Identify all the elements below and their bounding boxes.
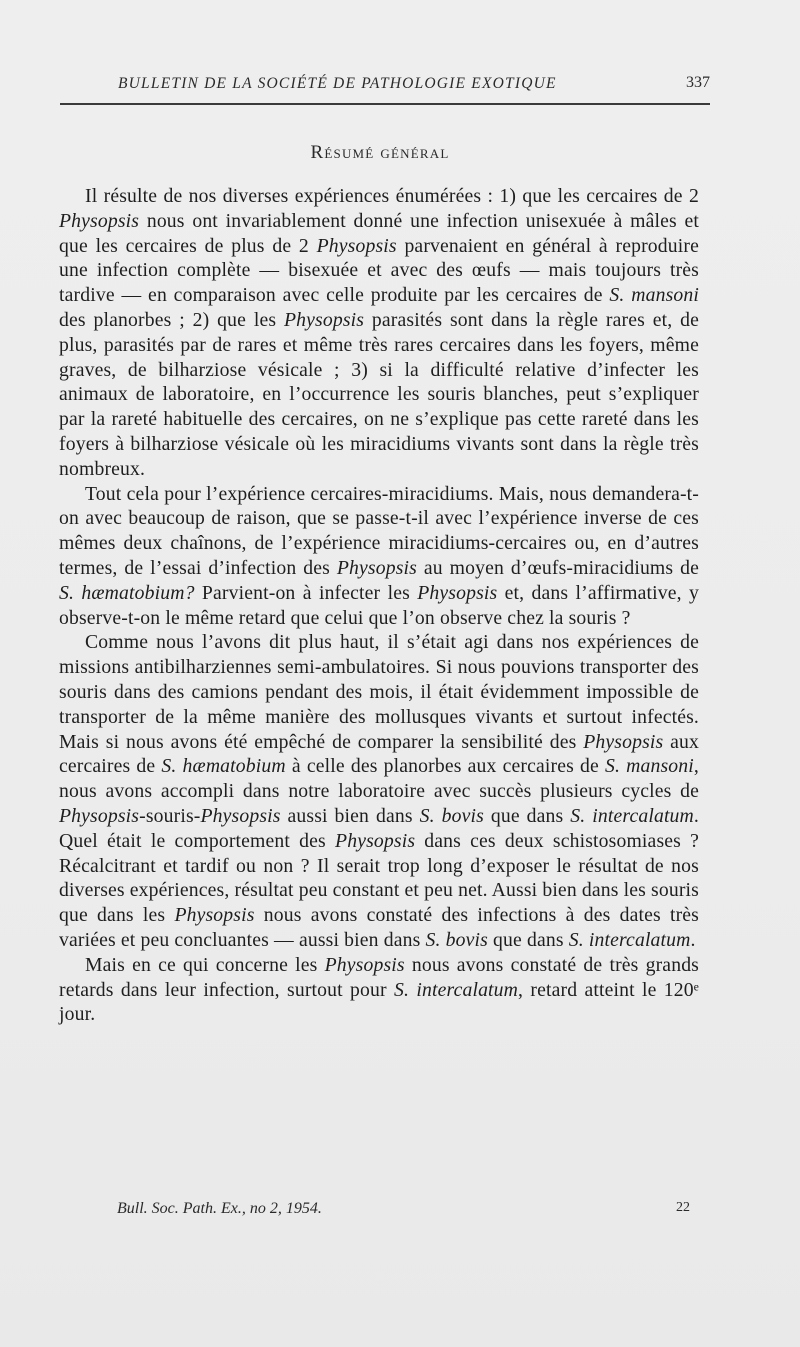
italic-text: S. hæmatobium xyxy=(161,755,286,778)
text-run: . xyxy=(690,928,696,951)
text-run: dans ces deux schistosomiases ? Récalcitrant et tardif ou non ? Il serait trop long d’exposer le résultat de nos diverses expériences, résultat peu constant et peu net. Aussi bien dans les souris que dans les xyxy=(59,829,699,927)
paragraph xyxy=(59,184,699,482)
body-text xyxy=(59,184,699,1027)
text-run: parasités sont dans la règle rares et, de plus, parasités par de rares et même très rares cercaires dans les foyers, même graves, de bilharziose vésicale ; 3) si la difficulté relative d’infecter les animaux de laboratoire, en l’occurrence les souris blanches, peut s’expliquer par la rareté habituelle des cercaires, on ne s’explique pas cette rareté dans les foyers à bilharziose vésicale où les miracidiums vivants sont dans la règle très nombreux. xyxy=(59,308,699,480)
italic-text: S. mansoni xyxy=(609,284,699,307)
italic-text: S. intercalatum xyxy=(570,804,694,827)
italic-text: Physopsis xyxy=(324,953,405,976)
text-run: Il résulte de nos diverses expériences énumérées : 1) que les cercaires de 2 xyxy=(85,185,699,207)
sheet-number: 22 xyxy=(676,1200,690,1215)
paragraph xyxy=(59,953,699,1027)
italic-text: S. mansoni xyxy=(604,755,694,778)
text-run: au moyen d’œufs-miracidiums de xyxy=(416,556,699,579)
text-run: parvenaient en général à reproduire une infection complète — bisexuée et avec des œufs — mais toujours très tardive — en comparaison avec celle produite par les cercaires de xyxy=(59,234,699,307)
text-run: nous ont invariablement donné une infection unisexuée à mâles et que les cercaires de plus de 2 xyxy=(59,209,699,257)
text-run: que dans xyxy=(487,928,569,951)
text-run: , retard atteint le 120ᵉ jour. xyxy=(59,978,699,1026)
text-run: à celle des planorbes aux cercaires de xyxy=(285,755,605,778)
text-run: nous avons constaté des infections à des dates très variées et peu concluantes — aussi bien dans xyxy=(59,904,699,951)
running-head xyxy=(60,71,710,95)
text-run: Parvient-on à infecter les xyxy=(194,581,418,604)
paragraph xyxy=(59,630,699,952)
section-title: Résumé général xyxy=(310,142,450,163)
italic-text: Physopsis xyxy=(417,581,498,604)
italic-text: S. bovis xyxy=(419,804,484,827)
text-run: , nous avons accompli dans notre laboratoire avec succès plusieurs cycles de xyxy=(59,755,699,803)
italic-text: Physopsis xyxy=(335,829,416,852)
italic-text: Physopsis xyxy=(316,234,397,257)
italic-text: Physopsis xyxy=(283,308,365,331)
text-run: nous avons constaté de très grands retards dans leur infection, surtout pour xyxy=(59,953,699,1001)
italic-text: Physopsis xyxy=(200,804,281,827)
paragraph xyxy=(59,482,699,631)
text-run: Comme nous l’avons dit plus haut, il s’était agi dans nos expériences de missions antibilharziennes semi-ambulatoires. Si nous pouvions transporter des souris dans des camions pendant des mois, il était évidemment impossible de transporter de la même manière des mollusques vivants et surtout infectés. Mais si nous avons été empêché de comparer la sensibilité des xyxy=(59,631,699,753)
header-rule xyxy=(60,103,710,105)
italic-text: Physopsis xyxy=(336,556,417,579)
italic-text: Physopsis xyxy=(583,730,664,753)
journal-title: BULLETIN DE LA SOCIÉTÉ DE PATHOLOGIE EXOTIQUE xyxy=(118,75,557,92)
text-run: -souris- xyxy=(139,804,201,827)
italic-text: S. intercalatum xyxy=(568,928,691,951)
italic-text: S. hæmatobium? xyxy=(59,581,195,604)
italic-text: Physopsis xyxy=(174,904,255,927)
text-run: des planorbes ; 2) que les xyxy=(59,308,284,331)
footer-citation: Bull. Soc. Path. Ex., no 2, 1954. xyxy=(117,1200,322,1217)
text-run: Tout cela pour l’expérience cercaires-miracidiums. Mais, nous demandera-t-on avec beaucoup de raison, que se passe-t-il avec l’expérience inverse de ces mêmes deux chaînons, de l’expérience miracidiums-cercaires ou, en d’autres termes, de l’essai d’infection des xyxy=(59,482,699,579)
italic-text: Physopsis xyxy=(59,209,140,232)
text-run: Mais en ce qui concerne les xyxy=(85,953,325,976)
text-run: et, dans l’affirmative, y observe-t-on le même retard que celui que l’on observe chez la souris ? xyxy=(59,581,699,629)
text-run: que dans xyxy=(483,804,571,827)
text-run: aussi bien dans xyxy=(280,804,420,827)
page-number: 337 xyxy=(686,74,710,91)
italic-text: S. intercalatum xyxy=(394,978,519,1001)
italic-text: S. bovis xyxy=(425,928,488,951)
page-footer xyxy=(117,1200,697,1224)
italic-text: Physopsis xyxy=(59,804,140,827)
text-run: . Quel était le comportement des xyxy=(59,804,699,852)
text-run: aux cercaires de xyxy=(59,730,700,778)
